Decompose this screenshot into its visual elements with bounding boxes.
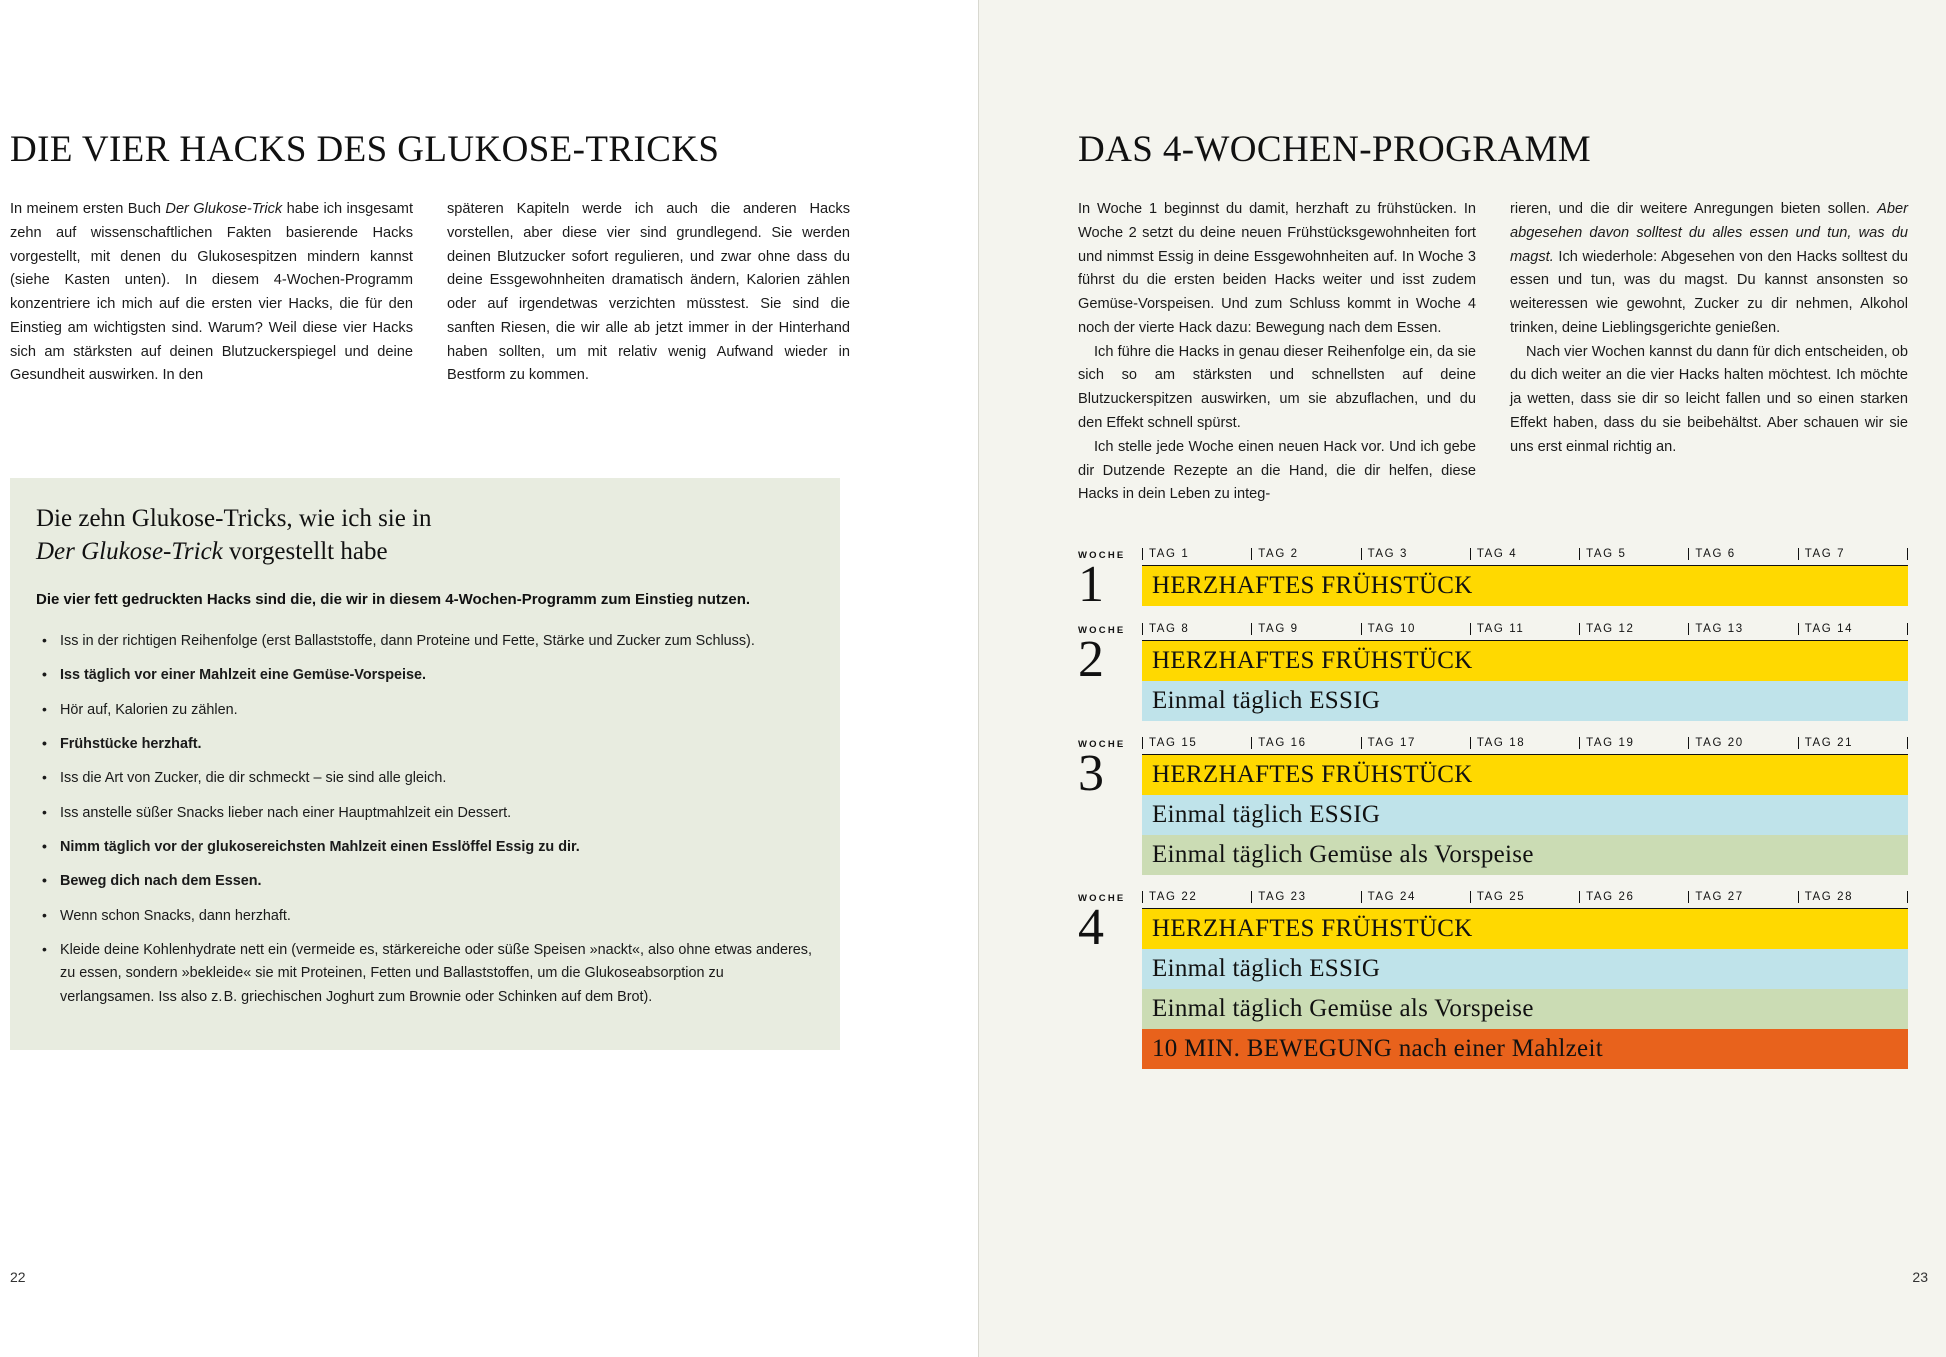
list-item: • Iss in der richtigen Reihenfolge (erst Ballaststoffe, dann Proteine und Fette, Stärke und Zucker zum Schluss). — [36, 630, 814, 653]
day-cell: TAG 6 — [1688, 548, 1797, 560]
left-body-columns — [10, 198, 850, 388]
day-cell: TAG 16 — [1251, 737, 1360, 749]
day-cell: TAG 12 — [1579, 623, 1688, 635]
list-item: • Nimm täglich vor der glukosereichsten Mahlzeit einen Esslöffel Essig zu dir. — [36, 836, 814, 859]
week-label — [1078, 548, 1142, 613]
day-cell: TAG 2 — [1251, 548, 1360, 560]
paragraph: Ich stelle jede Woche einen neuen Hack vor. Und ich gebe dir Dutzende Rezepte an die Hand, die dir helfen, diese Hacks in dein Leben zu integ- — [1078, 438, 1476, 503]
week-label — [1078, 737, 1142, 802]
week-word: WOCHE — [1078, 550, 1126, 561]
day-cell: TAG 26 — [1579, 891, 1688, 903]
day-header-row — [1142, 623, 1908, 641]
list-item: • Beweg dich nach dem Essen. — [36, 870, 814, 893]
list-item: • Iss anstelle süßer Snacks lieber nach einer Hauptmahlzeit ein Dessert. — [36, 802, 814, 825]
week-number: 4 — [1078, 898, 1104, 956]
day-cell: TAG 3 — [1361, 548, 1470, 560]
box-title — [36, 502, 814, 568]
day-cell: TAG 10 — [1361, 623, 1470, 635]
paragraph: Nach vier Wochen kannst du dann für dich entscheiden, ob du dich weiter an die vier Hacks halten möchtest. Ich möchte ja wetten, dass sie dir so leicht fallen und so einen starken Effekt haben, dass du sie beibehältst. Aber schauen wir sie uns erst einmal richtig an. — [1510, 343, 1908, 455]
hack-bar: HERZHAFTES FRÜHSTÜCK — [1142, 566, 1908, 606]
day-cell: TAG 7 — [1798, 548, 1908, 560]
paragraph: späteren Kapiteln werde ich auch die anderen Hacks vorstellen, aber diese vier sind grundlegend. Sie werden deinen Blutzucker sofort regulieren, und zwar ohne dass du deine Essgewohnheiten dramatisch ändern, Kalorien zählen oder auf irgendetwas verzichten müsstest. Sie sind die sanften Riesen, die wir alle ab jetzt immer in der Hinterhand haben sollten, um mit relativ wenig Aufwand wieder in Bestform zu kommen. — [447, 201, 850, 384]
day-cell: TAG 24 — [1361, 891, 1470, 903]
week-body — [1142, 548, 1908, 606]
week-body — [1142, 623, 1908, 721]
box-title-line2-italic: Der Glukose-Trick — [36, 538, 223, 565]
day-cell: TAG 9 — [1251, 623, 1360, 635]
week-number: 3 — [1078, 744, 1104, 802]
week-row — [1078, 891, 1908, 1069]
left-column-1 — [10, 198, 413, 388]
list-item: • Iss die Art von Zucker, die dir schmeckt – sie sind alle gleich. — [36, 767, 814, 790]
right-body-columns — [1078, 198, 1908, 507]
day-cell: TAG 13 — [1688, 623, 1797, 635]
page-gutter-divider — [978, 0, 979, 1357]
page-number-left: 22 — [10, 1269, 26, 1285]
page-number-right: 23 — [1912, 1269, 1928, 1285]
box-intro-text: Die vier fett gedruckten Hacks sind die, die wir in diesem 4-Wochen-Programm zum Einstieg nutzen. — [36, 591, 751, 608]
ten-tricks-box — [10, 478, 840, 1050]
hack-bar: Einmal täglich ESSIG — [1142, 795, 1908, 835]
hack-bar: Einmal täglich Gemüse als Vorspeise — [1142, 989, 1908, 1029]
day-cell: TAG 25 — [1470, 891, 1579, 903]
page-title-left: DIE VIER HACKS DES GLUKOSE-TRICKS — [10, 129, 720, 170]
hack-bar: 10 MIN. BEWEGUNG nach einer Mahlzeit — [1142, 1029, 1908, 1069]
four-week-schedule — [1078, 548, 1908, 1085]
list-item: • Wenn schon Snacks, dann herzhaft. — [36, 905, 814, 928]
paragraph: In Woche 1 beginnst du damit, herzhaft zu frühstücken. In Woche 2 setzt du deine neuen Frühstücksgewohnheiten fort und nimmst Essig in deine Essgewohnheiten auf. In Woche 3 führst du die ersten beiden Hacks weiter und isst zudem Gemüse-Vorspeisen. Und zum Schluss kommt in Woche 4 noch der vierte Hack dazu: Bewegung nach dem Essen. — [1078, 201, 1476, 336]
hack-bar: HERZHAFTES FRÜHSTÜCK — [1142, 641, 1908, 681]
week-word: WOCHE — [1078, 738, 1126, 750]
paragraph: rieren, und die dir weitere Anregungen bieten sollen. Aber abgesehen davon solltest du alles essen und tun, was du magst. Ich wiederhole: Abgesehen von den Hacks solltest du essen und tun, was du magst. Du kannst ansonsten so weiteressen wie gewohnt, Zucker zu dir nehmen, Alkohol trinken, deine Lieblingsgerichte genießen. — [1510, 201, 1908, 336]
day-cell: TAG 23 — [1251, 891, 1360, 903]
week-row — [1078, 737, 1908, 875]
list-item: • Kleide deine Kohlenhydrate nett ein (vermeide es, stärkereiche oder süße Speisen »nackt«, also ohne etwas anderes, zu essen, sondern »bekleide« sie mit Proteinen, Fetten und Ballaststoffen, um die Glukoseabsorption zu verlangsamen. Iss also z. B. griechischen Joghurt zum Brownie oder Schinken auf dem Brot). — [36, 939, 814, 1009]
day-cell: TAG 18 — [1470, 737, 1579, 749]
left-column-2 — [447, 198, 850, 388]
week-label — [1078, 891, 1142, 956]
day-cell: TAG 17 — [1361, 737, 1470, 749]
list-item: • Iss täglich vor einer Mahlzeit eine Gemüse-Vorspeise. — [36, 664, 814, 687]
paragraph: Ich führe die Hacks in genau dieser Reihenfolge ein, da sie sich so am stärksten und schnellsten auf deine Blutzuckerspitzen auswirken, um sie abzuflachen, und du den Effekt schnell spürst. — [1078, 343, 1476, 432]
day-header-row — [1142, 891, 1908, 909]
right-column-2 — [1510, 198, 1908, 507]
day-cell: TAG 20 — [1688, 737, 1797, 749]
list-item: • Frühstücke herzhaft. — [36, 733, 814, 756]
list-item: • Hör auf, Kalorien zu zählen. — [36, 699, 814, 722]
hack-bar: Einmal täglich ESSIG — [1142, 681, 1908, 721]
week-number: 2 — [1078, 630, 1104, 688]
right-page — [978, 0, 1946, 1357]
hack-bar: Einmal täglich Gemüse als Vorspeise — [1142, 835, 1908, 875]
week-word: WOCHE — [1078, 624, 1126, 636]
hack-bar: HERZHAFTES FRÜHSTÜCK — [1142, 755, 1908, 795]
week-body — [1142, 891, 1908, 1069]
day-cell: TAG 28 — [1798, 891, 1908, 903]
box-title-line1: Die zehn Glukose-Tricks, wie ich sie in — [36, 505, 432, 532]
week-row — [1078, 548, 1908, 613]
day-cell: TAG 27 — [1688, 891, 1797, 903]
tricks-list — [36, 630, 814, 1009]
day-header-row — [1142, 737, 1908, 755]
day-cell: TAG 19 — [1579, 737, 1688, 749]
day-cell: TAG 15 — [1142, 737, 1251, 749]
day-header-row — [1142, 548, 1908, 566]
week-body — [1142, 737, 1908, 875]
hack-bar: Einmal täglich ESSIG — [1142, 949, 1908, 989]
week-number: 1 — [1078, 556, 1104, 613]
box-title-line2-rest: vorgestellt habe — [222, 538, 388, 565]
day-cell: TAG 4 — [1470, 548, 1579, 560]
day-cell: TAG 8 — [1142, 623, 1251, 635]
day-cell: TAG 11 — [1470, 623, 1579, 635]
day-cell: TAG 5 — [1579, 548, 1688, 560]
day-cell: TAG 22 — [1142, 891, 1251, 903]
page-title-right: DAS 4-WOCHEN-PROGRAMM — [1078, 129, 1592, 170]
hack-bar: HERZHAFTES FRÜHSTÜCK — [1142, 909, 1908, 949]
week-row — [1078, 623, 1908, 721]
right-column-1 — [1078, 198, 1476, 507]
day-cell: TAG 14 — [1798, 623, 1908, 635]
week-word: WOCHE — [1078, 892, 1126, 904]
paragraph: In meinem ersten Buch Der Glukose-Trick habe ich insgesamt zehn auf wissenschaftlichen Fakten basierende Hacks vorgestellt, mit denen du Glukosespitzen mindern kannst (siehe Kasten unten). In diesem 4-Wochen-Programm konzentriere ich mich auf die ersten vier Hacks, die für den Einstieg am wichtigsten sind. Warum? Weil diese vier Hacks sich am stärksten auf deinen Blutzuckerspiegel und deine Gesundheit auswirken. In den — [10, 201, 413, 384]
day-cell: TAG 21 — [1798, 737, 1908, 749]
week-label — [1078, 623, 1142, 688]
day-cell: TAG 1 — [1142, 548, 1251, 560]
